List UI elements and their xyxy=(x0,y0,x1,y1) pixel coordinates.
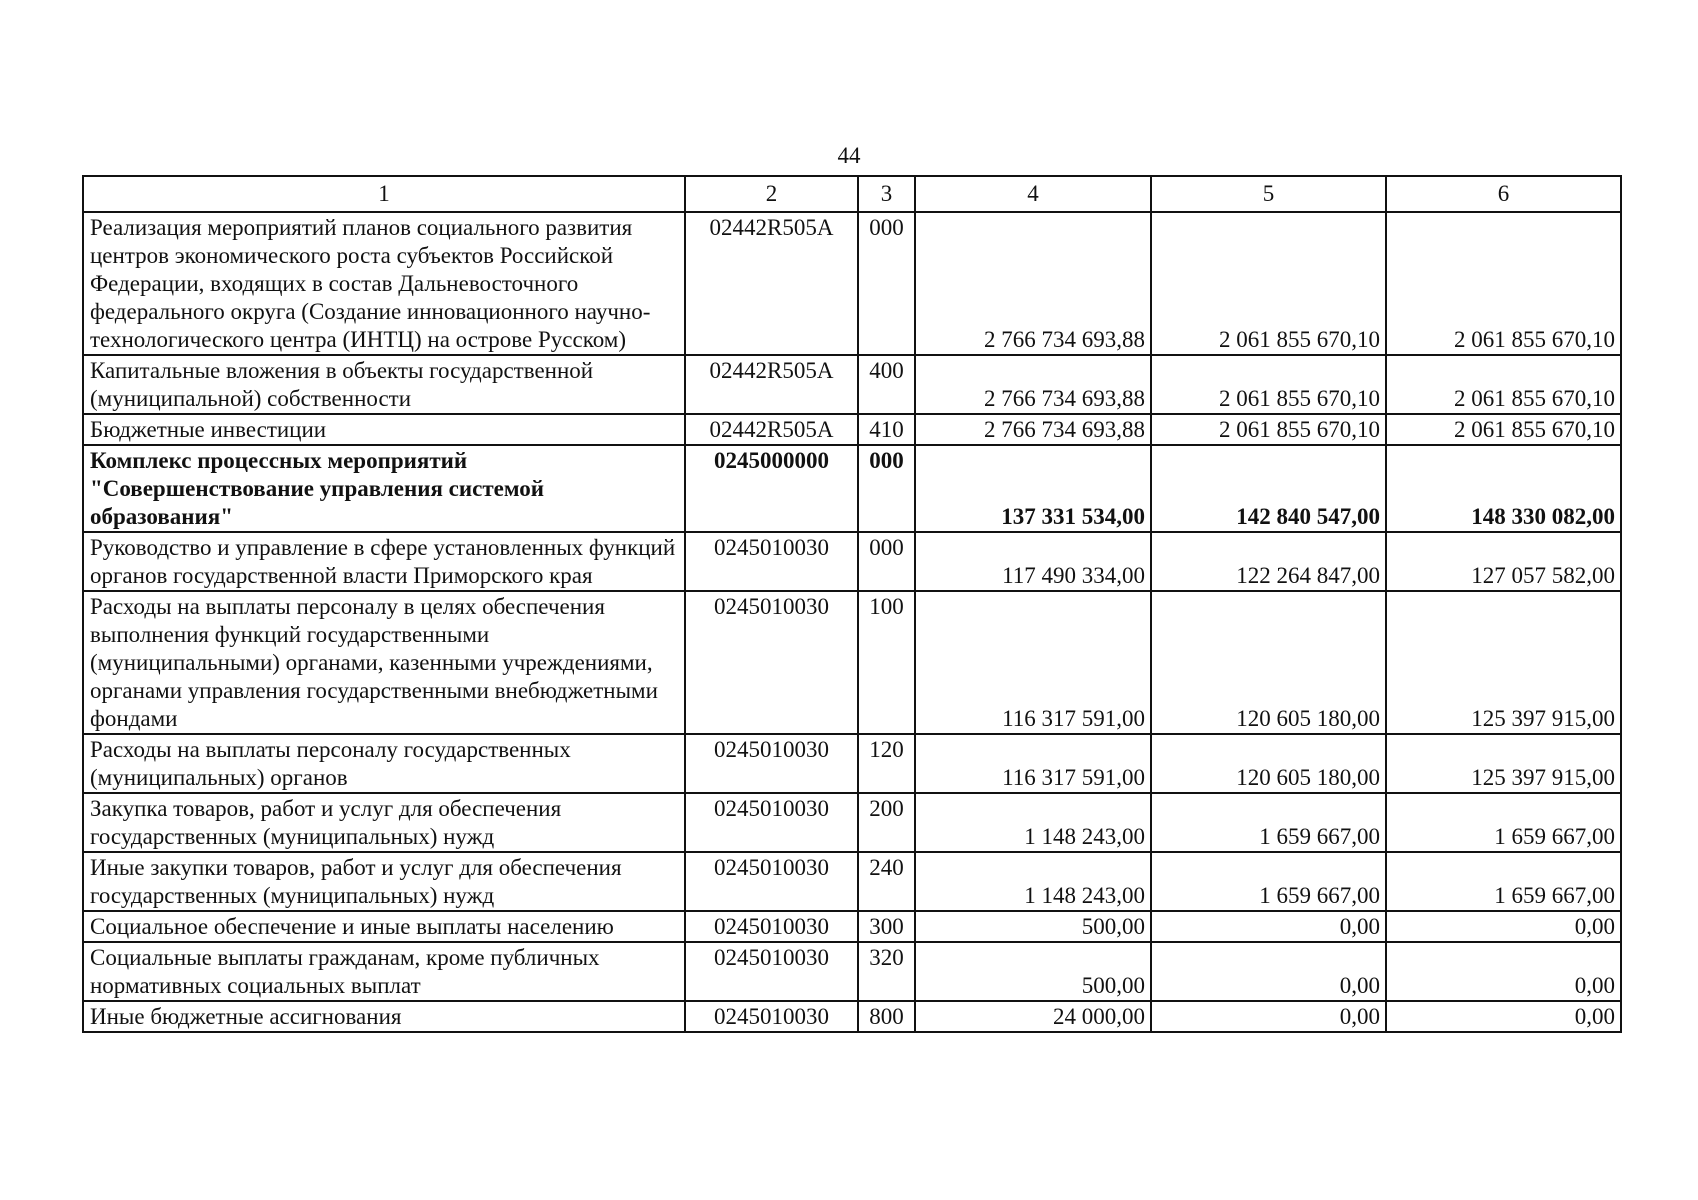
row-type-cell: 100 xyxy=(858,591,915,734)
table-row xyxy=(83,734,1621,793)
row-name-cell: Социальное обеспечение и иные выплаты населению xyxy=(83,911,685,942)
row-amount-col4-cell: 116 317 591,00 xyxy=(915,591,1151,734)
row-amount-col5-cell: 142 840 547,00 xyxy=(1151,445,1386,532)
row-name-cell: Руководство и управление в сфере установленных функций органов государственной власти Приморского края xyxy=(83,532,685,591)
row-amount-col5-cell: 2 061 855 670,10 xyxy=(1151,414,1386,445)
column-header-4: 4 xyxy=(915,176,1151,212)
row-type-cell: 120 xyxy=(858,734,915,793)
row-amount-col5-cell: 120 605 180,00 xyxy=(1151,734,1386,793)
table-row xyxy=(83,532,1621,591)
row-type-cell: 240 xyxy=(858,852,915,911)
row-amount-col4-cell: 500,00 xyxy=(915,911,1151,942)
row-code-cell: 0245000000 xyxy=(685,445,858,532)
row-amount-col5-cell: 120 605 180,00 xyxy=(1151,591,1386,734)
table-row xyxy=(83,355,1621,414)
row-type-cell: 300 xyxy=(858,911,915,942)
table-row xyxy=(83,852,1621,911)
row-code-cell: 0245010030 xyxy=(685,942,858,1001)
column-header-6: 6 xyxy=(1386,176,1621,212)
row-amount-col5-cell: 2 061 855 670,10 xyxy=(1151,212,1386,355)
column-header-3: 3 xyxy=(858,176,915,212)
row-type-cell: 410 xyxy=(858,414,915,445)
row-amount-col4-cell: 137 331 534,00 xyxy=(915,445,1151,532)
row-type-cell: 320 xyxy=(858,942,915,1001)
table-header-row xyxy=(83,176,1621,212)
row-name-cell: Закупка товаров, работ и услуг для обеспечения государственных (муниципальных) нужд xyxy=(83,793,685,852)
row-name-cell: Бюджетные инвестиции xyxy=(83,414,685,445)
table-row xyxy=(83,911,1621,942)
row-name-cell: Иные закупки товаров, работ и услуг для обеспечения государственных (муниципальных) нужд xyxy=(83,852,685,911)
row-type-cell: 400 xyxy=(858,355,915,414)
table-row xyxy=(83,591,1621,734)
row-type-cell: 200 xyxy=(858,793,915,852)
row-amount-col4-cell: 117 490 334,00 xyxy=(915,532,1151,591)
row-amount-col6-cell: 125 397 915,00 xyxy=(1386,591,1621,734)
table-row xyxy=(83,942,1621,1001)
row-name-cell: Иные бюджетные ассигнования xyxy=(83,1001,685,1032)
row-amount-col6-cell: 1 659 667,00 xyxy=(1386,793,1621,852)
row-name-cell: Социальные выплаты гражданам, кроме публичных нормативных социальных выплат xyxy=(83,942,685,1001)
row-amount-col6-cell: 148 330 082,00 xyxy=(1386,445,1621,532)
row-amount-col4-cell: 116 317 591,00 xyxy=(915,734,1151,793)
row-amount-col4-cell: 2 766 734 693,88 xyxy=(915,212,1151,355)
row-code-cell: 0245010030 xyxy=(685,852,858,911)
row-type-cell: 000 xyxy=(858,532,915,591)
row-amount-col5-cell: 0,00 xyxy=(1151,911,1386,942)
row-code-cell: 0245010030 xyxy=(685,793,858,852)
row-amount-col6-cell: 125 397 915,00 xyxy=(1386,734,1621,793)
row-code-cell: 0245010030 xyxy=(685,1001,858,1032)
row-name-cell: Реализация мероприятий планов социального развития центров экономического роста субъектов Российской Федерации, входящих в состав Дальневосточного федерального округа (Создание инновационного научно-технологического центра (ИНТЦ) на острове Русском) xyxy=(83,212,685,355)
row-name-cell: Расходы на выплаты персоналу государственных (муниципальных) органов xyxy=(83,734,685,793)
column-header-5: 5 xyxy=(1151,176,1386,212)
row-type-cell: 000 xyxy=(858,212,915,355)
row-amount-col6-cell: 2 061 855 670,10 xyxy=(1386,414,1621,445)
row-code-cell: 02442R505A xyxy=(685,212,858,355)
row-amount-col5-cell: 1 659 667,00 xyxy=(1151,793,1386,852)
row-amount-col4-cell: 24 000,00 xyxy=(915,1001,1151,1032)
table-row xyxy=(83,1001,1621,1032)
row-name-cell: Капитальные вложения в объекты государственной (муниципальной) собственности xyxy=(83,355,685,414)
row-type-cell: 000 xyxy=(858,445,915,532)
row-code-cell: 0245010030 xyxy=(685,591,858,734)
budget-table xyxy=(82,175,1622,1033)
row-amount-col5-cell: 0,00 xyxy=(1151,1001,1386,1032)
row-amount-col4-cell: 2 766 734 693,88 xyxy=(915,414,1151,445)
row-amount-col6-cell: 0,00 xyxy=(1386,942,1621,1001)
row-amount-col6-cell: 0,00 xyxy=(1386,1001,1621,1032)
table-row xyxy=(83,445,1621,532)
row-code-cell: 0245010030 xyxy=(685,911,858,942)
row-amount-col6-cell: 127 057 582,00 xyxy=(1386,532,1621,591)
column-header-1: 1 xyxy=(83,176,685,212)
row-code-cell: 02442R505A xyxy=(685,355,858,414)
row-amount-col4-cell: 2 766 734 693,88 xyxy=(915,355,1151,414)
row-amount-col6-cell: 0,00 xyxy=(1386,911,1621,942)
row-amount-col5-cell: 2 061 855 670,10 xyxy=(1151,355,1386,414)
table-row xyxy=(83,212,1621,355)
row-amount-col4-cell: 500,00 xyxy=(915,942,1151,1001)
row-name-cell: Комплекс процессных мероприятий "Совершенствование управления системой образования" xyxy=(83,445,685,532)
row-name-cell: Расходы на выплаты персоналу в целях обеспечения выполнения функций государственными (муниципальными) органами, казенными учреждениями, органами управления государственными внебюджетными фондами xyxy=(83,591,685,734)
row-amount-col5-cell: 1 659 667,00 xyxy=(1151,852,1386,911)
row-code-cell: 02442R505A xyxy=(685,414,858,445)
row-amount-col6-cell: 2 061 855 670,10 xyxy=(1386,355,1621,414)
column-header-2: 2 xyxy=(685,176,858,212)
row-amount-col4-cell: 1 148 243,00 xyxy=(915,852,1151,911)
row-amount-col6-cell: 2 061 855 670,10 xyxy=(1386,212,1621,355)
row-code-cell: 0245010030 xyxy=(685,532,858,591)
row-amount-col5-cell: 122 264 847,00 xyxy=(1151,532,1386,591)
row-amount-col4-cell: 1 148 243,00 xyxy=(915,793,1151,852)
row-amount-col6-cell: 1 659 667,00 xyxy=(1386,852,1621,911)
row-amount-col5-cell: 0,00 xyxy=(1151,942,1386,1001)
row-code-cell: 0245010030 xyxy=(685,734,858,793)
table-row xyxy=(83,414,1621,445)
page-number: 44 xyxy=(837,143,861,168)
table-row xyxy=(83,793,1621,852)
row-type-cell: 800 xyxy=(858,1001,915,1032)
